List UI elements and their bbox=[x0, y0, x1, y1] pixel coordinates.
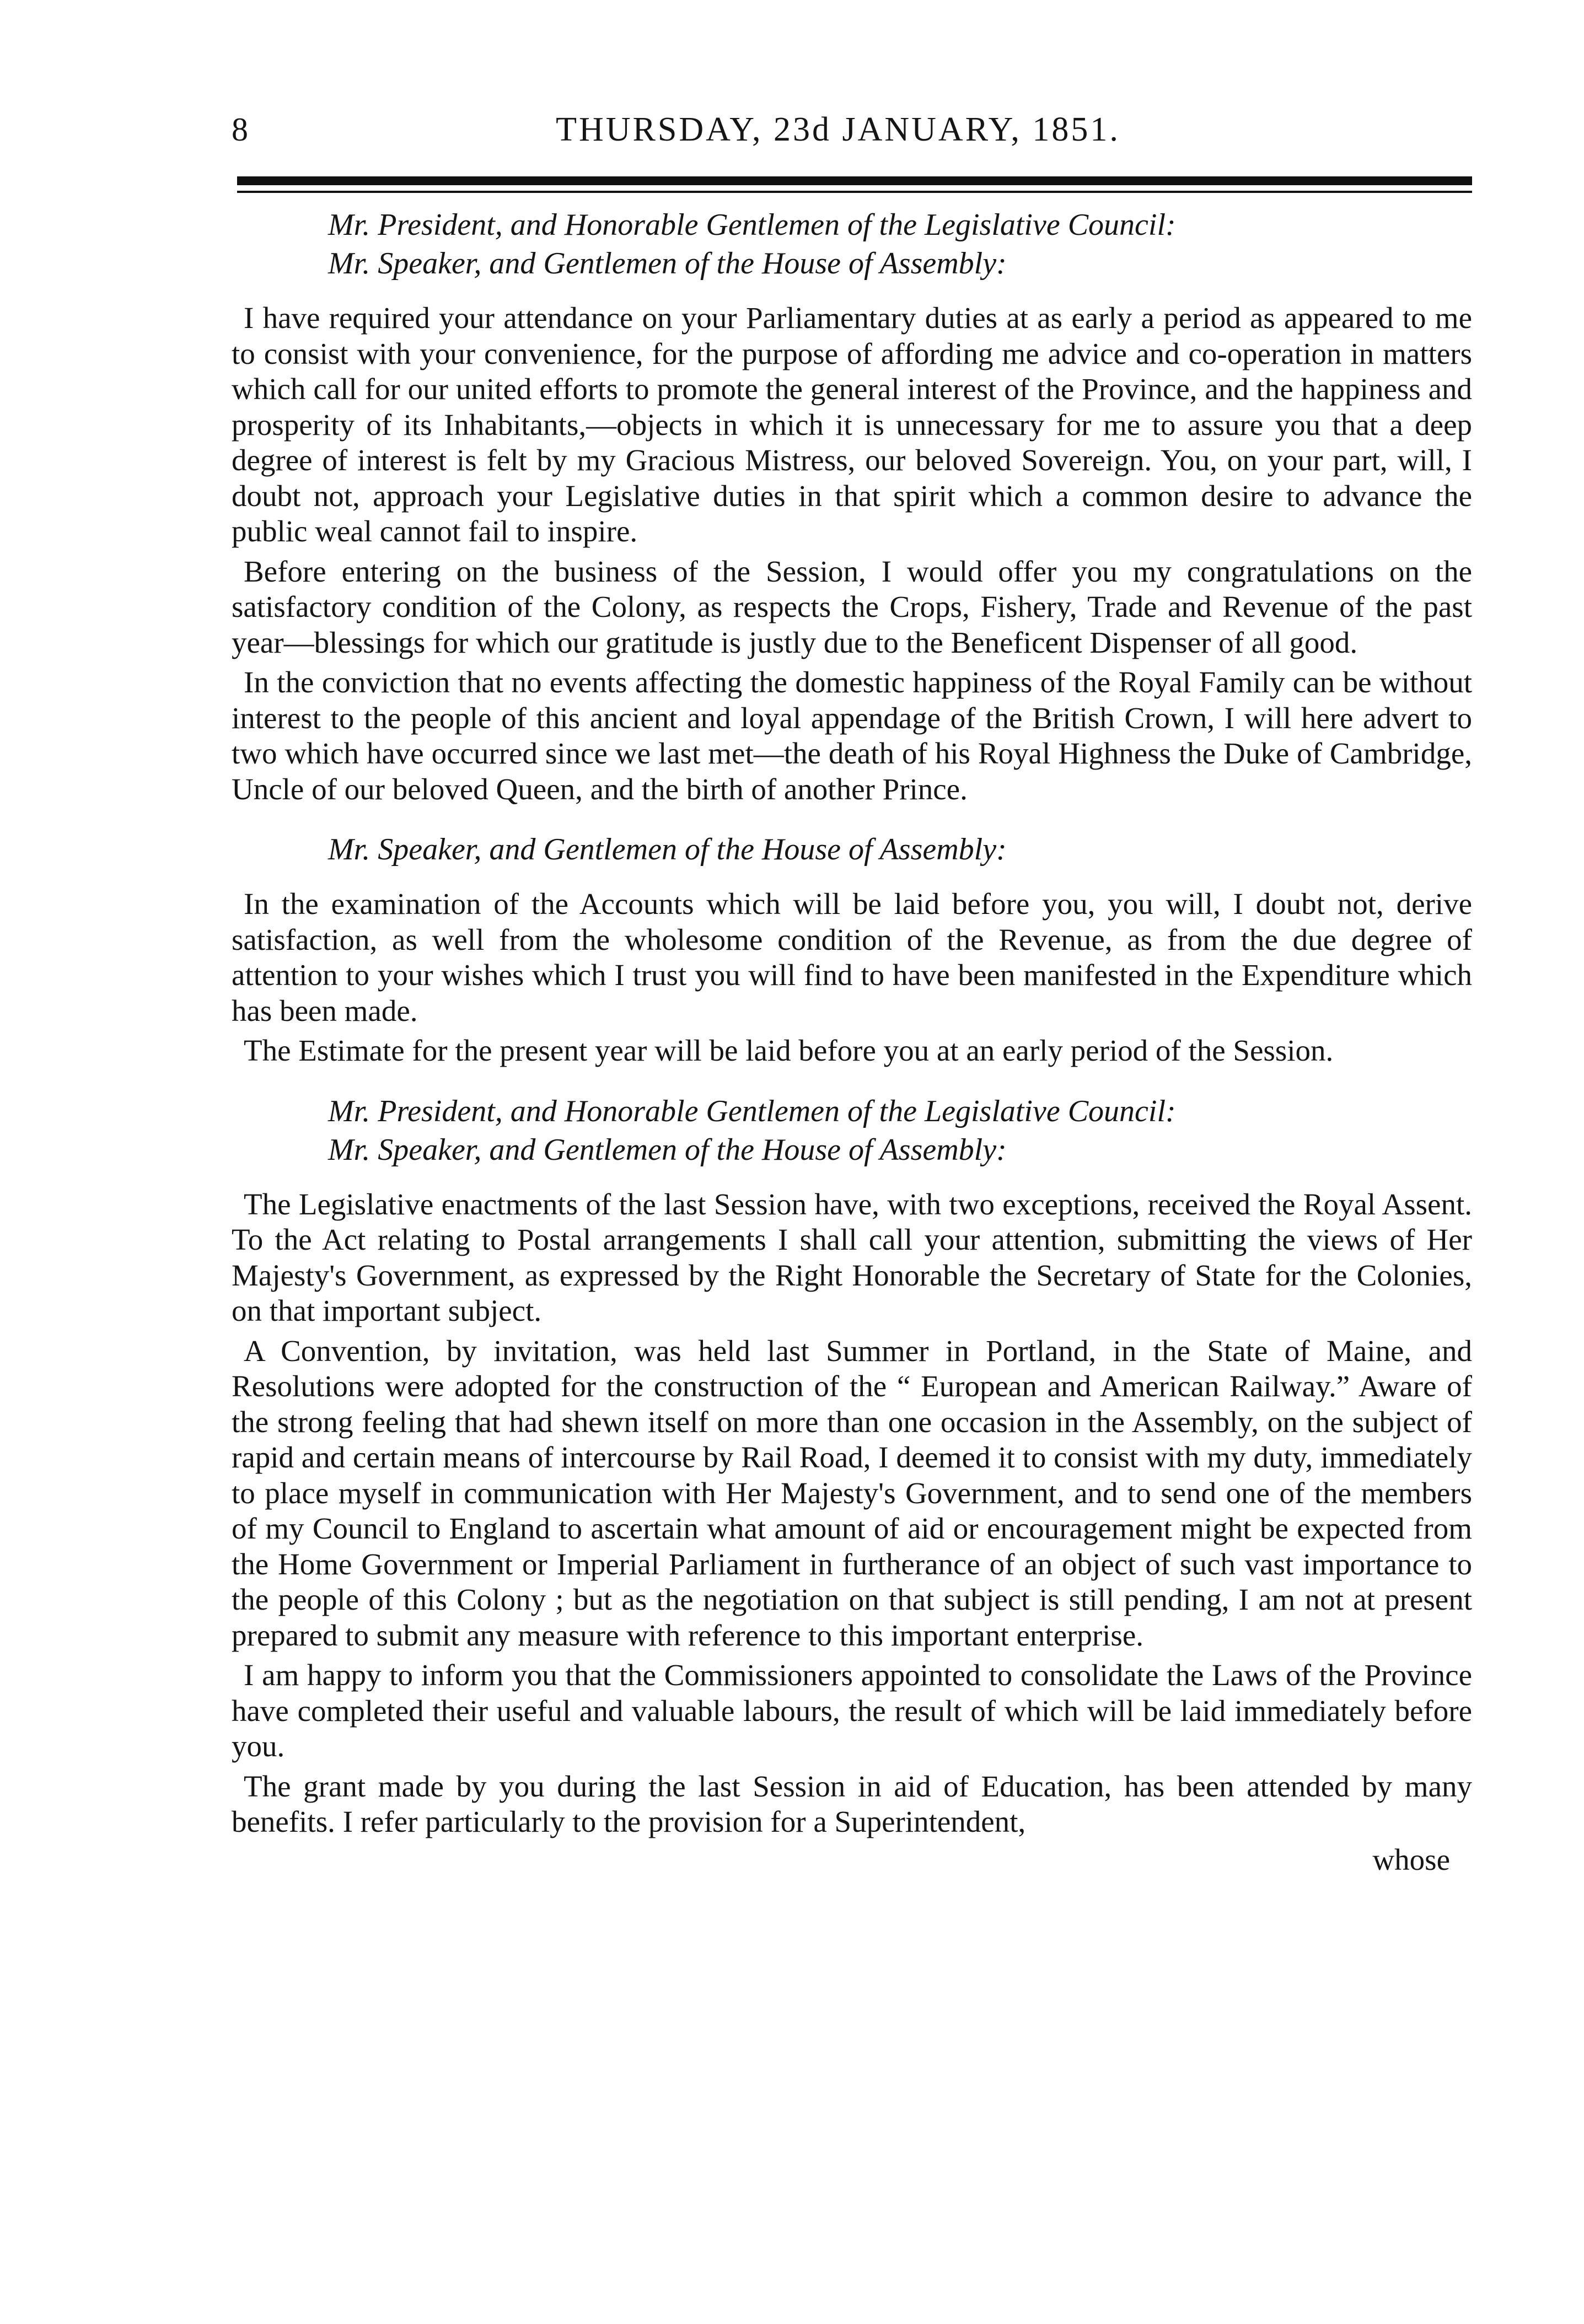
paragraph-group bbox=[232, 300, 1472, 807]
paragraph: In the examination of the Accounts which will be laid before you, you will, I doubt not, derive satisfaction, as well from the wholesome condition of the Revenue, as from the due degree of attention to your wishes which I trust you will find to have been manifested in the Expenditure which has been made. bbox=[232, 887, 1472, 1027]
address-line: Mr. Speaker, and Gentlemen of the House of Assembly: bbox=[328, 832, 1007, 867]
catchword: whose bbox=[1372, 1842, 1450, 1876]
speech-section-2 bbox=[232, 831, 1472, 1069]
page-number: 8 bbox=[232, 111, 248, 148]
header-rule-thin bbox=[237, 191, 1472, 193]
speech-section-3 bbox=[232, 1093, 1472, 1840]
paragraph: I am happy to inform you that the Commissioners appointed to consolidate the Laws of the Province have completed their useful and valuable labours, the result of which will be laid immediately before you. bbox=[232, 1658, 1472, 1763]
page-header bbox=[232, 107, 1472, 157]
speech-body bbox=[232, 204, 1472, 1878]
paragraph: In the conviction that no events affecting the domestic happiness of the Royal Family can be without interest to the people of this ancient and loyal appendage of the British Crown, I will here advert to two which have occurred since we last met—the death of his Royal Highness the Duke of Cambridge, Uncle of our beloved Queen, and the birth of another Prince. bbox=[232, 665, 1472, 806]
address-line: Mr. Speaker, and Gentlemen of the House of Assembly: bbox=[328, 246, 1007, 281]
paragraph-group bbox=[232, 1187, 1472, 1840]
running-head: THURSDAY, 23d JANUARY, 1851. bbox=[556, 111, 1120, 148]
header-rule-thick bbox=[237, 176, 1472, 185]
paragraph: Before entering on the business of the Session, I would offer you my congratulations on the satisfactory condition of the Colony, as respects the Crops, Fishery, Trade and Revenue of the past year—blessings for which our gratitude is justly due to the Beneficent Dispenser of all good. bbox=[232, 554, 1472, 659]
paragraph: A Convention, by invitation, was held last Summer in Portland, in the State of Maine, and Resolutions were adopted for the construction of the “ European and American Railway.” Aware of the strong feeling that had shewn itself on more than one occasion in the Assembly, on the subject of rapid and certain means of intercourse by Rail Road, I deemed it to consist with my duty, immediately to place myself in communication with Her Majesty's Government, and to send one of the members of my Council to England to ascertain what amount of aid or encouragement might be expected from the Home Government or Imperial Parliament in furtherance of an object of such vast importance to the people of this Colony ; but as the negotiation on that subject is still pending, I am not at present prepared to submit any measure with reference to this important enterprise. bbox=[232, 1333, 1472, 1652]
paragraph: The Estimate for the present year will be laid before you at an early period of the Session. bbox=[244, 1034, 1334, 1067]
paragraph: The grant made by you during the last Session in aid of Education, has been attended by many benefits. I refer particularly to the provision for a Superintendent, bbox=[232, 1769, 1472, 1838]
address-line: Mr. President, and Honorable Gentlemen of the Legislative Council: bbox=[328, 1094, 1176, 1128]
address-line: Mr. President, and Honorable Gentlemen of the Legislative Council: bbox=[328, 208, 1176, 242]
paragraph: The Legislative enactments of the last Session have, with two exceptions, received the Royal Assent. To the Act relating to Postal arrangements I shall call your attention, submitting the views of Her Majesty's Government, as expressed by the Right Honorable the Secretary of State for the Colonies, on that important subject. bbox=[232, 1187, 1472, 1327]
paragraph-group bbox=[232, 886, 1472, 1069]
address-line: Mr. Speaker, and Gentlemen of the House of Assembly: bbox=[328, 1132, 1007, 1167]
speech-section-1 bbox=[232, 207, 1472, 807]
paragraph: I have required your attendance on your Parliamentary duties at as early a period as appeared to me to consist with your convenience, for the purpose of affording me advice and co-operation in matters which call for our united efforts to promote the general interest of the Province, and the happiness and prosperity of its Inhabitants,—objects in which it is unnecessary for me to assure you that a deep degree of interest is felt by my Gracious Mistress, our beloved Sovereign. You, on your part, will, I doubt not, approach your Legislative duties in that spirit which a common desire to advance the public weal cannot fail to inspire. bbox=[232, 301, 1472, 548]
